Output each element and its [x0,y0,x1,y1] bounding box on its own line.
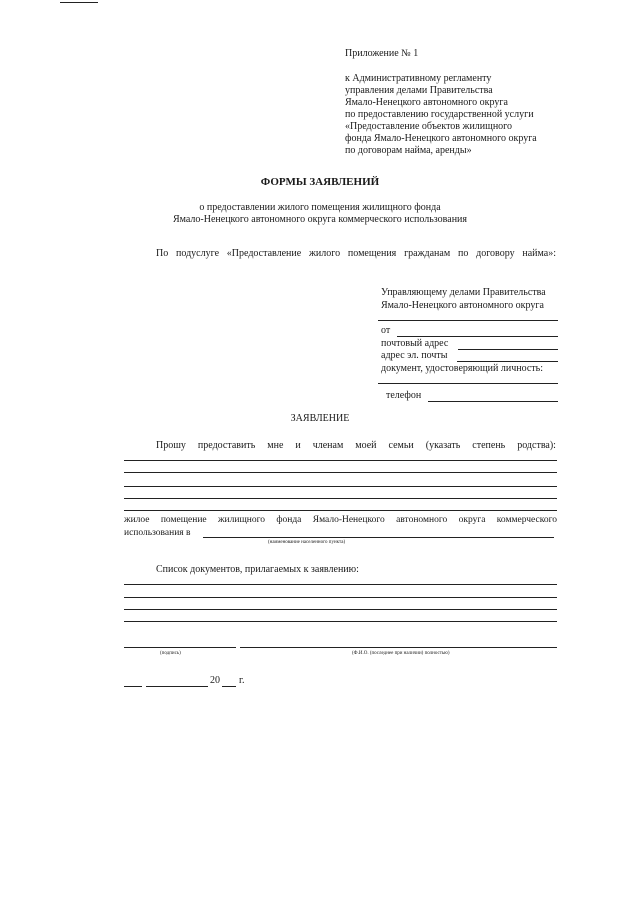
request-word: моей [355,440,377,451]
appendix-line: «Предоставление объектов жилищного [345,121,513,132]
request-line [156,440,556,452]
appendix-title: Приложение № 1 [345,48,419,59]
from-field[interactable] [397,336,558,337]
request-word: мне [267,440,284,451]
signature-caption: (подпись) [160,651,181,656]
document-label: документ, удостоверяющий личность: [381,363,543,374]
settlement-caption: (наименование населенного пункта) [268,540,346,545]
email-label: адрес эл. почты [381,350,448,361]
appendix-line: управления делами Правительства [345,85,493,96]
statement-title: ЗАЯВЛЕНИЕ [290,413,350,424]
date-day-field[interactable] [124,686,142,687]
forms-title: ФОРМЫ ЗАЯВЛЕНИЙ [260,176,380,188]
name-caption: (Ф.И.О. (последнее при наличии) полностью) [352,651,450,656]
date-year-field[interactable] [222,686,236,687]
forms-subtitle-2: Ямало-Ненецкого автономного округа коммерческого использования [172,214,468,225]
postal-label: почтовый адрес [381,338,449,349]
addressee-line-2: Ямало-Ненецкого автономного округа [381,300,544,311]
request-word: (указать [425,440,461,451]
email-field[interactable] [457,361,558,362]
documents-label: Список документов, прилагаемых к заявлению: [156,564,359,575]
usage-label: использования в [124,528,191,538]
forms-subtitle-1: о предоставлении жилого помещения жилищного фонда [199,202,441,213]
family-line[interactable] [124,498,557,499]
appendix-line: по договорам найма, аренды» [345,145,472,156]
top-rule [60,2,98,3]
postal-field[interactable] [458,349,558,350]
documents-line[interactable] [124,597,557,598]
documents-line[interactable] [124,621,557,622]
family-line[interactable] [124,510,557,511]
subservice-line: По подуслуге «Предоставление жилого помещения гражданам по договору найма»: [156,248,556,259]
appendix-line: Ямало-Ненецкого автономного округа [345,97,508,108]
family-line[interactable] [124,472,557,473]
addressee-blank[interactable] [378,320,558,321]
appendix-line: фонда Ямало-Ненецкого автономного округа [345,133,537,144]
request-word: и [295,440,301,451]
document-field[interactable] [378,383,558,384]
appendix-line: по предоставлению государственной услуги [345,109,534,120]
family-line[interactable] [124,486,557,487]
request-word: родства): [517,440,556,451]
addressee-line-1: Управляющему делами Правительства [381,287,546,298]
request-word: семьи [388,440,414,451]
appendix-lines [345,73,537,157]
phone-field[interactable] [428,401,558,402]
appendix-line: к Административному регламенту [345,73,492,84]
request-word: предоставить [197,440,256,451]
documents-line[interactable] [124,609,557,610]
name-field[interactable] [240,647,557,648]
request-word: членам [312,440,344,451]
premises-text: жилое помещение жилищного фонда Ямало-Ненецкого автономного округа коммерческого [124,515,557,525]
date-month-field[interactable] [146,686,208,687]
family-line[interactable] [124,460,557,461]
from-label: от [381,325,391,336]
date-suffix: г. [239,675,245,686]
documents-line[interactable] [124,584,557,585]
date-year-prefix: 20 [210,675,220,686]
phone-label: телефон [386,390,422,401]
request-word: Прошу [156,440,186,451]
settlement-field[interactable] [203,537,554,538]
signature-field[interactable] [124,647,236,648]
request-word: степень [472,440,506,451]
